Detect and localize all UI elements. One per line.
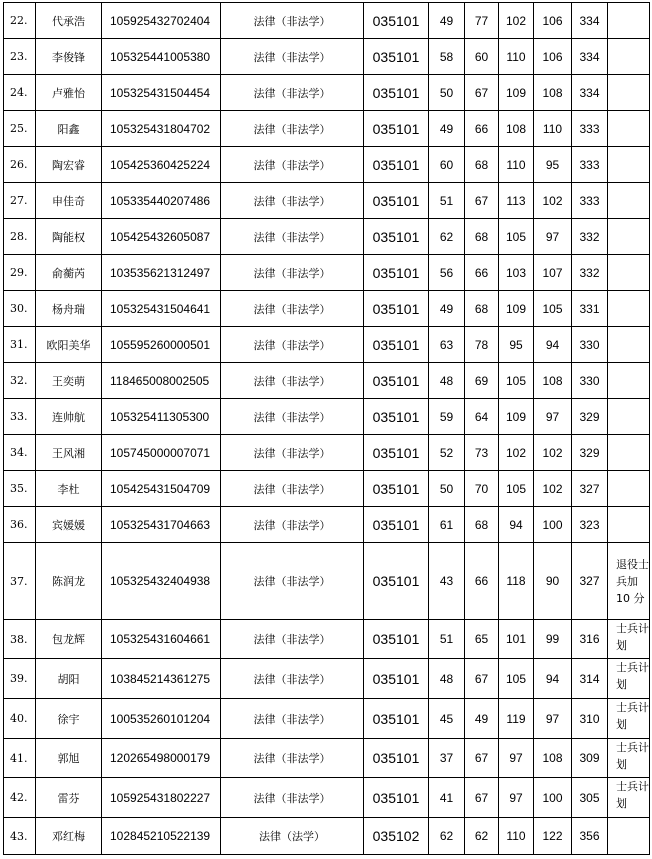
score-foreign-language: 67 bbox=[465, 183, 499, 219]
total-score: 333 bbox=[572, 111, 608, 147]
row-number: 43. bbox=[4, 818, 36, 855]
major-name: 法律（法学） bbox=[221, 818, 364, 855]
score-subject-2: 97 bbox=[534, 219, 572, 255]
score-subject-1: 113 bbox=[499, 183, 534, 219]
student-name: 杨舟瑞 bbox=[36, 291, 102, 327]
score-politics: 62 bbox=[429, 219, 465, 255]
score-foreign-language: 67 bbox=[465, 75, 499, 111]
row-number: 24. bbox=[4, 75, 36, 111]
table-row bbox=[4, 818, 650, 855]
remark bbox=[608, 435, 650, 471]
table-row bbox=[4, 659, 650, 699]
table-row bbox=[4, 507, 650, 543]
score-subject-2: 97 bbox=[534, 699, 572, 739]
score-politics: 51 bbox=[429, 183, 465, 219]
major-code: 035101 bbox=[364, 659, 429, 699]
row-number: 23. bbox=[4, 39, 36, 75]
major-name: 法律（非法学） bbox=[221, 39, 364, 75]
student-name: 王奕萌 bbox=[36, 363, 102, 399]
major-name: 法律（非法学） bbox=[221, 111, 364, 147]
score-foreign-language: 66 bbox=[465, 255, 499, 291]
score-foreign-language: 77 bbox=[465, 3, 499, 39]
remark bbox=[608, 111, 650, 147]
score-subject-1: 97 bbox=[499, 739, 534, 778]
table-body bbox=[4, 3, 650, 855]
student-name: 卢雅怡 bbox=[36, 75, 102, 111]
student-name: 胡阳 bbox=[36, 659, 102, 699]
table-row bbox=[4, 255, 650, 291]
exam-id: 105325431804702 bbox=[102, 111, 221, 147]
major-code: 035101 bbox=[364, 219, 429, 255]
exam-id: 105745000007071 bbox=[102, 435, 221, 471]
table-row bbox=[4, 543, 650, 620]
remark: 士兵计划 bbox=[608, 778, 650, 818]
table-row bbox=[4, 39, 650, 75]
student-name: 宾媛媛 bbox=[36, 507, 102, 543]
total-score: 330 bbox=[572, 363, 608, 399]
score-politics: 41 bbox=[429, 778, 465, 818]
total-score: 327 bbox=[572, 471, 608, 507]
score-subject-1: 118 bbox=[499, 543, 534, 620]
major-code: 035101 bbox=[364, 399, 429, 435]
row-number: 32. bbox=[4, 363, 36, 399]
table-row bbox=[4, 739, 650, 778]
remark: 士兵计划 bbox=[608, 739, 650, 778]
total-score: 334 bbox=[572, 3, 608, 39]
score-foreign-language: 65 bbox=[465, 620, 499, 659]
remark bbox=[608, 363, 650, 399]
major-code: 035101 bbox=[364, 255, 429, 291]
score-politics: 49 bbox=[429, 3, 465, 39]
score-foreign-language: 73 bbox=[465, 435, 499, 471]
major-code: 035101 bbox=[364, 543, 429, 620]
row-number: 42. bbox=[4, 778, 36, 818]
major-name: 法律（非法学） bbox=[221, 399, 364, 435]
exam-id: 105325431504641 bbox=[102, 291, 221, 327]
student-name: 王风湘 bbox=[36, 435, 102, 471]
row-number: 38. bbox=[4, 620, 36, 659]
total-score: 305 bbox=[572, 778, 608, 818]
score-subject-2: 102 bbox=[534, 435, 572, 471]
score-subject-1: 110 bbox=[499, 147, 534, 183]
major-code: 035101 bbox=[364, 75, 429, 111]
score-subject-1: 101 bbox=[499, 620, 534, 659]
row-number: 33. bbox=[4, 399, 36, 435]
score-politics: 63 bbox=[429, 327, 465, 363]
row-number: 28. bbox=[4, 219, 36, 255]
major-code: 035101 bbox=[364, 435, 429, 471]
score-subject-2: 106 bbox=[534, 39, 572, 75]
total-score: 356 bbox=[572, 818, 608, 855]
student-name: 陶能权 bbox=[36, 219, 102, 255]
score-subject-1: 109 bbox=[499, 399, 534, 435]
total-score: 331 bbox=[572, 291, 608, 327]
remark bbox=[608, 507, 650, 543]
row-number: 30. bbox=[4, 291, 36, 327]
total-score: 316 bbox=[572, 620, 608, 659]
score-subject-2: 94 bbox=[534, 327, 572, 363]
score-subject-2: 108 bbox=[534, 75, 572, 111]
score-politics: 48 bbox=[429, 363, 465, 399]
score-subject-1: 97 bbox=[499, 778, 534, 818]
score-foreign-language: 67 bbox=[465, 739, 499, 778]
major-name: 法律（非法学） bbox=[221, 219, 364, 255]
total-score: 333 bbox=[572, 183, 608, 219]
remark bbox=[608, 3, 650, 39]
exam-id: 100535260101204 bbox=[102, 699, 221, 739]
table-row bbox=[4, 620, 650, 659]
score-politics: 61 bbox=[429, 507, 465, 543]
score-foreign-language: 69 bbox=[465, 363, 499, 399]
score-politics: 62 bbox=[429, 818, 465, 855]
score-foreign-language: 68 bbox=[465, 219, 499, 255]
score-subject-1: 110 bbox=[499, 39, 534, 75]
exam-id: 105325441005380 bbox=[102, 39, 221, 75]
major-code: 035101 bbox=[364, 147, 429, 183]
major-code: 035101 bbox=[364, 507, 429, 543]
major-name: 法律（非法学） bbox=[221, 471, 364, 507]
major-name: 法律（非法学） bbox=[221, 255, 364, 291]
major-name: 法律（非法学） bbox=[221, 507, 364, 543]
score-foreign-language: 62 bbox=[465, 818, 499, 855]
score-politics: 37 bbox=[429, 739, 465, 778]
score-subject-2: 108 bbox=[534, 363, 572, 399]
row-number: 26. bbox=[4, 147, 36, 183]
student-name: 连帅航 bbox=[36, 399, 102, 435]
table-row bbox=[4, 471, 650, 507]
table-row bbox=[4, 219, 650, 255]
score-subject-1: 119 bbox=[499, 699, 534, 739]
exam-id: 120265498000179 bbox=[102, 739, 221, 778]
row-number: 41. bbox=[4, 739, 36, 778]
major-name: 法律（非法学） bbox=[221, 183, 364, 219]
score-foreign-language: 68 bbox=[465, 291, 499, 327]
total-score: 332 bbox=[572, 255, 608, 291]
score-subject-1: 95 bbox=[499, 327, 534, 363]
score-subject-2: 97 bbox=[534, 399, 572, 435]
student-name: 李俊锋 bbox=[36, 39, 102, 75]
score-foreign-language: 78 bbox=[465, 327, 499, 363]
remark: 士兵计划 bbox=[608, 699, 650, 739]
table-row bbox=[4, 183, 650, 219]
major-name: 法律（非法学） bbox=[221, 620, 364, 659]
total-score: 334 bbox=[572, 39, 608, 75]
score-subject-1: 108 bbox=[499, 111, 534, 147]
score-foreign-language: 66 bbox=[465, 543, 499, 620]
row-number: 40. bbox=[4, 699, 36, 739]
exam-id: 102845210522139 bbox=[102, 818, 221, 855]
score-subject-1: 110 bbox=[499, 818, 534, 855]
total-score: 323 bbox=[572, 507, 608, 543]
exam-id: 105595260000501 bbox=[102, 327, 221, 363]
major-name: 法律（非法学） bbox=[221, 543, 364, 620]
score-subject-1: 109 bbox=[499, 291, 534, 327]
remark: 士兵计划 bbox=[608, 659, 650, 699]
row-number: 25. bbox=[4, 111, 36, 147]
major-code: 035101 bbox=[364, 183, 429, 219]
table-row bbox=[4, 399, 650, 435]
row-number: 39. bbox=[4, 659, 36, 699]
remark bbox=[608, 818, 650, 855]
remark bbox=[608, 147, 650, 183]
table-row bbox=[4, 327, 650, 363]
row-number: 29. bbox=[4, 255, 36, 291]
table-row bbox=[4, 363, 650, 399]
score-subject-2: 105 bbox=[534, 291, 572, 327]
remark bbox=[608, 39, 650, 75]
score-politics: 43 bbox=[429, 543, 465, 620]
remark bbox=[608, 255, 650, 291]
row-number: 31. bbox=[4, 327, 36, 363]
score-subject-1: 105 bbox=[499, 659, 534, 699]
remark bbox=[608, 471, 650, 507]
total-score: 327 bbox=[572, 543, 608, 620]
score-politics: 51 bbox=[429, 620, 465, 659]
major-name: 法律（非法学） bbox=[221, 75, 364, 111]
score-subject-2: 100 bbox=[534, 778, 572, 818]
exam-id: 105425431504709 bbox=[102, 471, 221, 507]
score-subject-2: 94 bbox=[534, 659, 572, 699]
major-name: 法律（非法学） bbox=[221, 3, 364, 39]
score-foreign-language: 66 bbox=[465, 111, 499, 147]
total-score: 310 bbox=[572, 699, 608, 739]
exam-id: 105325411305300 bbox=[102, 399, 221, 435]
total-score: 314 bbox=[572, 659, 608, 699]
score-subject-1: 103 bbox=[499, 255, 534, 291]
table-row bbox=[4, 3, 650, 39]
major-code: 035101 bbox=[364, 327, 429, 363]
student-name: 陶宏睿 bbox=[36, 147, 102, 183]
student-name: 包龙辉 bbox=[36, 620, 102, 659]
major-name: 法律（非法学） bbox=[221, 327, 364, 363]
score-subject-2: 108 bbox=[534, 739, 572, 778]
score-politics: 58 bbox=[429, 39, 465, 75]
score-foreign-language: 67 bbox=[465, 778, 499, 818]
major-name: 法律（非法学） bbox=[221, 659, 364, 699]
score-subject-2: 99 bbox=[534, 620, 572, 659]
score-subject-1: 102 bbox=[499, 3, 534, 39]
score-subject-1: 105 bbox=[499, 471, 534, 507]
exam-id: 105925432702404 bbox=[102, 3, 221, 39]
major-code: 035101 bbox=[364, 3, 429, 39]
major-name: 法律（非法学） bbox=[221, 435, 364, 471]
student-name: 阳鑫 bbox=[36, 111, 102, 147]
student-name: 申佳奇 bbox=[36, 183, 102, 219]
score-foreign-language: 68 bbox=[465, 147, 499, 183]
score-politics: 59 bbox=[429, 399, 465, 435]
exam-id: 103535621312497 bbox=[102, 255, 221, 291]
table-row bbox=[4, 111, 650, 147]
major-name: 法律（非法学） bbox=[221, 778, 364, 818]
exam-id: 105425360425224 bbox=[102, 147, 221, 183]
score-foreign-language: 64 bbox=[465, 399, 499, 435]
table-row bbox=[4, 291, 650, 327]
major-code: 035101 bbox=[364, 471, 429, 507]
student-name: 郭旭 bbox=[36, 739, 102, 778]
table-row bbox=[4, 778, 650, 818]
score-subject-1: 102 bbox=[499, 435, 534, 471]
total-score: 329 bbox=[572, 399, 608, 435]
remark bbox=[608, 327, 650, 363]
exam-id: 105325431504454 bbox=[102, 75, 221, 111]
student-name: 邓红梅 bbox=[36, 818, 102, 855]
major-name: 法律（非法学） bbox=[221, 147, 364, 183]
remark bbox=[608, 291, 650, 327]
score-politics: 60 bbox=[429, 147, 465, 183]
score-subject-2: 102 bbox=[534, 183, 572, 219]
major-code: 035101 bbox=[364, 620, 429, 659]
score-politics: 49 bbox=[429, 111, 465, 147]
score-politics: 50 bbox=[429, 75, 465, 111]
major-code: 035101 bbox=[364, 291, 429, 327]
major-name: 法律（非法学） bbox=[221, 363, 364, 399]
table-row bbox=[4, 147, 650, 183]
exam-id: 105335440207486 bbox=[102, 183, 221, 219]
remark bbox=[608, 219, 650, 255]
remark bbox=[608, 183, 650, 219]
score-foreign-language: 68 bbox=[465, 507, 499, 543]
remark bbox=[608, 399, 650, 435]
score-subject-2: 110 bbox=[534, 111, 572, 147]
score-subject-1: 94 bbox=[499, 507, 534, 543]
admission-score-table bbox=[3, 2, 650, 855]
score-foreign-language: 60 bbox=[465, 39, 499, 75]
student-name: 徐宇 bbox=[36, 699, 102, 739]
score-subject-2: 90 bbox=[534, 543, 572, 620]
major-name: 法律（非法学） bbox=[221, 739, 364, 778]
student-name: 陈润龙 bbox=[36, 543, 102, 620]
row-number: 35. bbox=[4, 471, 36, 507]
row-number: 27. bbox=[4, 183, 36, 219]
table-row bbox=[4, 699, 650, 739]
exam-id: 105325431704663 bbox=[102, 507, 221, 543]
table-row bbox=[4, 75, 650, 111]
exam-id: 105325432404938 bbox=[102, 543, 221, 620]
score-subject-2: 102 bbox=[534, 471, 572, 507]
major-name: 法律（非法学） bbox=[221, 291, 364, 327]
score-politics: 45 bbox=[429, 699, 465, 739]
score-foreign-language: 67 bbox=[465, 659, 499, 699]
student-name: 雷芬 bbox=[36, 778, 102, 818]
major-code: 035102 bbox=[364, 818, 429, 855]
total-score: 332 bbox=[572, 219, 608, 255]
major-code: 035101 bbox=[364, 111, 429, 147]
major-name: 法律（非法学） bbox=[221, 699, 364, 739]
score-subject-2: 100 bbox=[534, 507, 572, 543]
score-subject-1: 109 bbox=[499, 75, 534, 111]
score-politics: 49 bbox=[429, 291, 465, 327]
student-name: 欧阳美华 bbox=[36, 327, 102, 363]
score-foreign-language: 70 bbox=[465, 471, 499, 507]
major-code: 035101 bbox=[364, 739, 429, 778]
total-score: 309 bbox=[572, 739, 608, 778]
remark: 退役士兵加 10 分 bbox=[608, 543, 650, 620]
score-politics: 56 bbox=[429, 255, 465, 291]
score-subject-1: 105 bbox=[499, 219, 534, 255]
total-score: 330 bbox=[572, 327, 608, 363]
score-subject-2: 106 bbox=[534, 3, 572, 39]
score-foreign-language: 49 bbox=[465, 699, 499, 739]
row-number: 34. bbox=[4, 435, 36, 471]
total-score: 334 bbox=[572, 75, 608, 111]
student-name: 代承浩 bbox=[36, 3, 102, 39]
student-name: 俞蘅芮 bbox=[36, 255, 102, 291]
score-politics: 52 bbox=[429, 435, 465, 471]
exam-id: 105925431802227 bbox=[102, 778, 221, 818]
row-number: 36. bbox=[4, 507, 36, 543]
score-subject-2: 95 bbox=[534, 147, 572, 183]
total-score: 329 bbox=[572, 435, 608, 471]
major-code: 035101 bbox=[364, 39, 429, 75]
major-code: 035101 bbox=[364, 363, 429, 399]
row-number: 22. bbox=[4, 3, 36, 39]
score-subject-1: 105 bbox=[499, 363, 534, 399]
student-name: 李杜 bbox=[36, 471, 102, 507]
exam-id: 105425432605087 bbox=[102, 219, 221, 255]
score-subject-2: 122 bbox=[534, 818, 572, 855]
major-code: 035101 bbox=[364, 778, 429, 818]
major-code: 035101 bbox=[364, 699, 429, 739]
score-politics: 48 bbox=[429, 659, 465, 699]
total-score: 333 bbox=[572, 147, 608, 183]
score-politics: 50 bbox=[429, 471, 465, 507]
table-row bbox=[4, 435, 650, 471]
row-number: 37. bbox=[4, 543, 36, 620]
score-subject-2: 107 bbox=[534, 255, 572, 291]
remark: 士兵计划 bbox=[608, 620, 650, 659]
exam-id: 118465008002505 bbox=[102, 363, 221, 399]
exam-id: 103845214361275 bbox=[102, 659, 221, 699]
exam-id: 105325431604661 bbox=[102, 620, 221, 659]
remark bbox=[608, 75, 650, 111]
